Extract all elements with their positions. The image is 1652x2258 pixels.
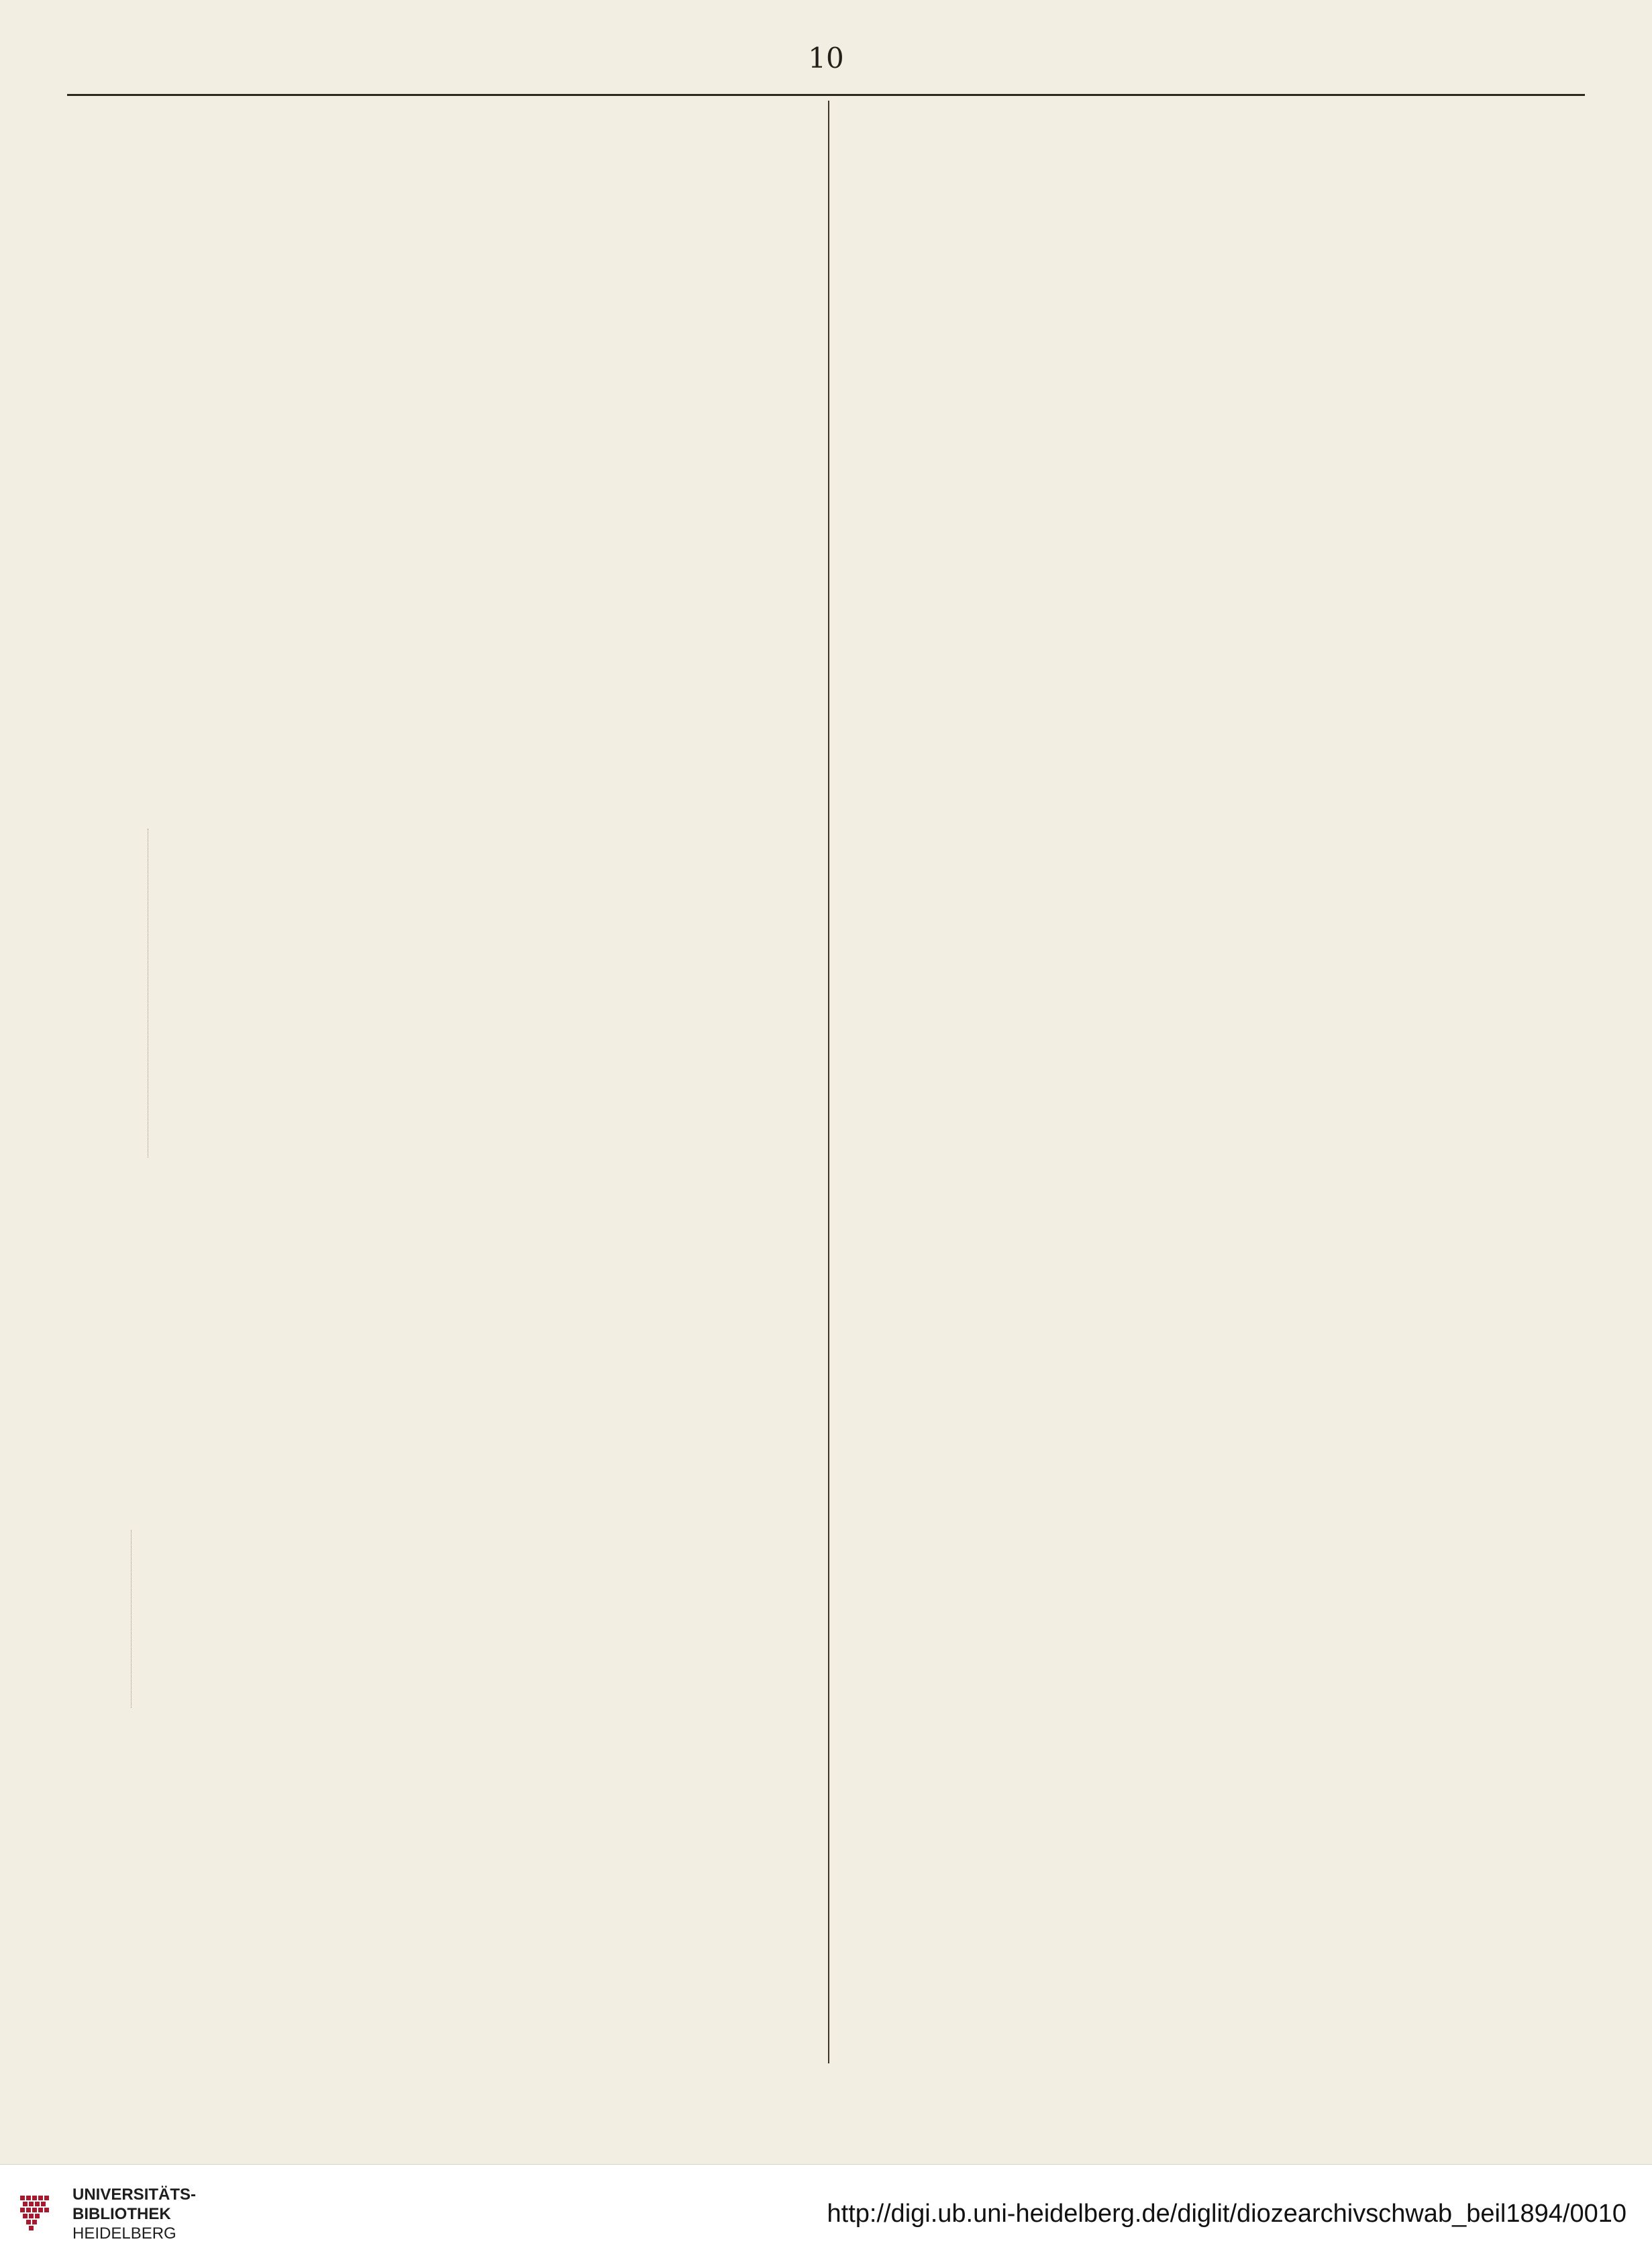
footer-bar (0, 2164, 1652, 2258)
page-number: 10 (808, 42, 844, 74)
right-text-column (840, 101, 1568, 2063)
source-url-link[interactable]: http://digi.ub.uni-heidelberg.de/diglit/diozearchivschwab_beil1894/0010 (827, 2200, 1627, 2228)
library-name-line: HEIDELBERG (72, 2224, 176, 2243)
library-name-line: UNIVERSITÄTS- (72, 2186, 197, 2204)
library-logo-icon (19, 2192, 66, 2235)
library-name (72, 2185, 196, 2243)
verse-inset-epitaph (148, 829, 658, 1158)
verse-inset-grave-inscription (131, 1530, 816, 1708)
library-name-line: BIBLIOTHEK (72, 2205, 171, 2223)
header-rule (67, 94, 1585, 96)
column-divider (828, 101, 829, 2063)
